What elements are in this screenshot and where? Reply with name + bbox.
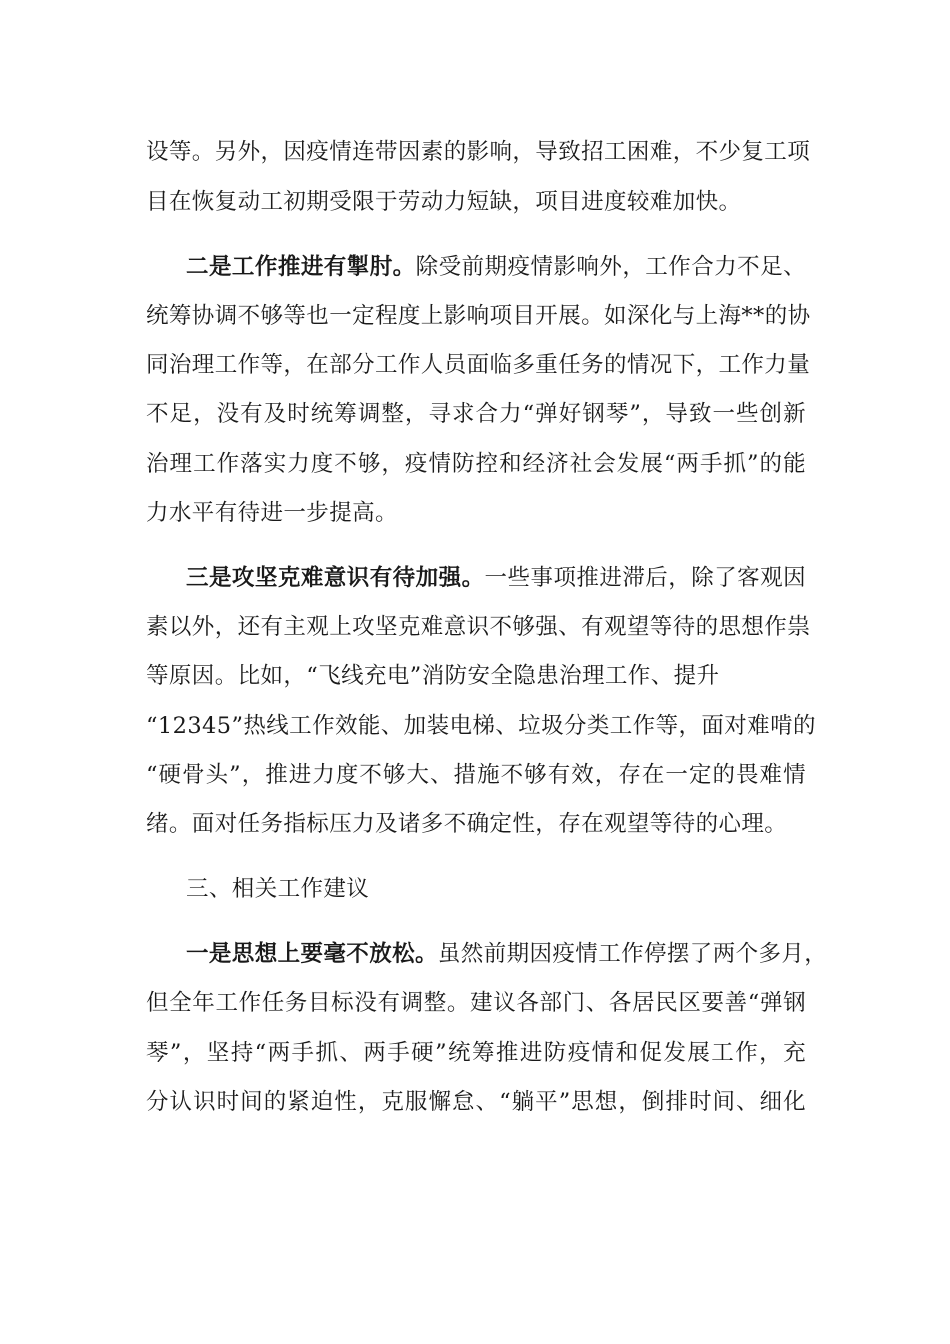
- text-run: 绪。面对任务指标压力及诸多不确定性，存在观望等待的心理。: [146, 811, 788, 837]
- text-line: [146, 137, 811, 167]
- text-line: [146, 498, 806, 528]
- text-run: 琴”，坚持“两手抓、两手硬”统筹推进防疫情和促发展工作，充: [146, 1040, 806, 1066]
- text-run: “12345”热线工作效能、加装电梯、垃圾分类工作等，面对难啃的: [146, 713, 816, 739]
- text-run: 不足，没有及时统筹调整，寻求合力“弹好钢琴”，导致一些创新: [146, 401, 806, 427]
- text-run: 统筹协调不够等也一定程度上影响项目开展。如深化与上海**的协: [146, 303, 811, 329]
- text-run: 一些事项推进滞后，除了客观因: [484, 565, 806, 591]
- text-line: [146, 661, 806, 691]
- bold-lead-phrase: 三是攻坚克难意识有待加强。: [186, 565, 485, 591]
- text-line: [146, 449, 806, 479]
- text-line: [146, 399, 806, 429]
- text-run: 设等。另外，因疫情连带因素的影响，导致招工困难，不少复工项: [146, 139, 811, 165]
- paragraph-heading-line: [186, 252, 806, 282]
- bold-lead-phrase: 一是思想上要毫不放松。: [186, 941, 438, 967]
- text-line: [146, 350, 811, 380]
- text-run: 同治理工作等，在部分工作人员面临多重任务的情况下，工作力量: [146, 352, 811, 378]
- paragraph-heading-line: [186, 563, 806, 593]
- text-line: [146, 809, 806, 839]
- bold-lead-phrase: 二是工作推进有掣肘。: [186, 254, 416, 280]
- text-run: “硬骨头”，推进力度不够大、措施不够有效，存在一定的畏难情: [146, 762, 806, 788]
- text-line: [146, 760, 806, 790]
- text-run: 治理工作落实力度不够，疫情防控和经济社会发展“两手抓”的能: [146, 451, 806, 477]
- text-line: [146, 187, 806, 217]
- text-run: 虽然前期因疫情工作停摆了两个多月，: [437, 941, 828, 967]
- text-line: [146, 711, 816, 741]
- text-line: [146, 612, 811, 642]
- text-line: [146, 988, 806, 1018]
- section-heading: [186, 874, 806, 904]
- text-run: 力水平有待进一步提高。: [146, 500, 398, 526]
- text-line: [146, 1038, 806, 1068]
- paragraph-heading-line: [186, 939, 828, 969]
- text-run: 素以外，还有主观上攻坚克难意识不够强、有观望等待的思想作祟: [146, 614, 811, 640]
- text-run: 等原因。比如，“飞线充电”消防安全隐患治理工作、提升: [146, 663, 720, 689]
- text-line: [146, 1087, 806, 1117]
- text-run: 分认识时间的紧迫性，克服懈怠、“躺平”思想，倒排时间、细化: [146, 1089, 806, 1115]
- text-run: 目在恢复动工初期受限于劳动力短缺，项目进度较难加快。: [146, 189, 742, 215]
- text-run: 三、相关工作建议: [186, 876, 370, 902]
- text-line: [146, 301, 811, 331]
- text-run: 除受前期疫情影响外，工作合力不足、: [415, 254, 806, 280]
- text-run: 但全年工作任务目标没有调整。建议各部门、各居民区要善“弹钢: [146, 990, 806, 1016]
